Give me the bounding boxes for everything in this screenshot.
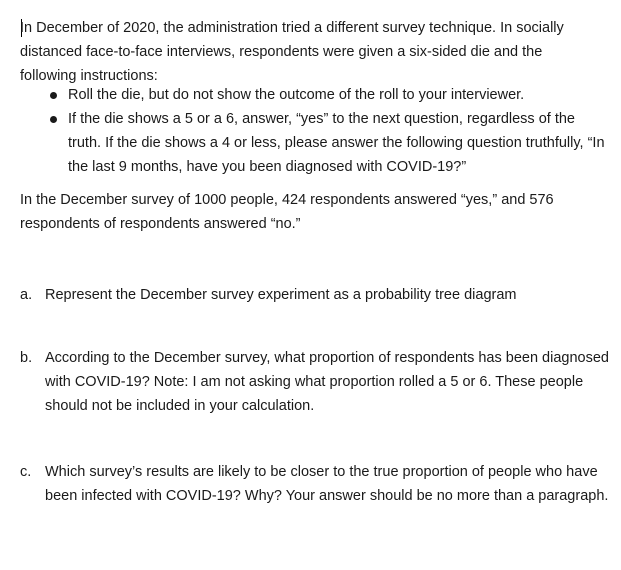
intro-paragraph: In December of 2020, the administration tried a different survey technique. In socially distanced face-to-face interviews, respondents were given a six-sided die and the following instructions: xyxy=(20,20,564,84)
question-text: Which survey’s results are likely to be closer to the true proportion of people who have been infected with COVID-19? Why? Your answer should be no more than a paragraph. xyxy=(45,464,609,504)
question-letter: b. xyxy=(20,350,33,366)
instruction-item xyxy=(20,107,610,179)
instruction-text: Roll the die, but do not show the outcome of the roll to your interviewer. xyxy=(68,87,525,103)
question-text: According to the December survey, what proportion of respondents has been diagnosed with COVID-19? Note: I am not asking what proportion rolled a 5 or 6. These people should not be included in your calculation. xyxy=(45,350,609,414)
instruction-list xyxy=(20,83,610,179)
question-c xyxy=(20,460,610,508)
survey-summary-paragraph: In the December survey of 1000 people, 424 respondents answered “yes,” and 576 respondents of respondents answered “no.” xyxy=(20,192,554,232)
question-text: Represent the December survey experiment as a probability tree diagram xyxy=(45,287,517,303)
question-letter: a. xyxy=(20,287,33,303)
bullet-icon xyxy=(50,116,57,123)
instruction-item xyxy=(20,83,610,107)
question-b xyxy=(20,346,610,418)
question-a xyxy=(20,283,610,307)
question-letter: c. xyxy=(20,464,32,480)
instruction-text: If the die shows a 5 or a 6, answer, “yes” to the next question, regardless of the truth. If the die shows a 4 or less, please answer the following question truthfully, “In the last 9 months, have you been diagnosed with COVID-19?” xyxy=(68,111,605,175)
bullet-icon xyxy=(50,92,57,99)
